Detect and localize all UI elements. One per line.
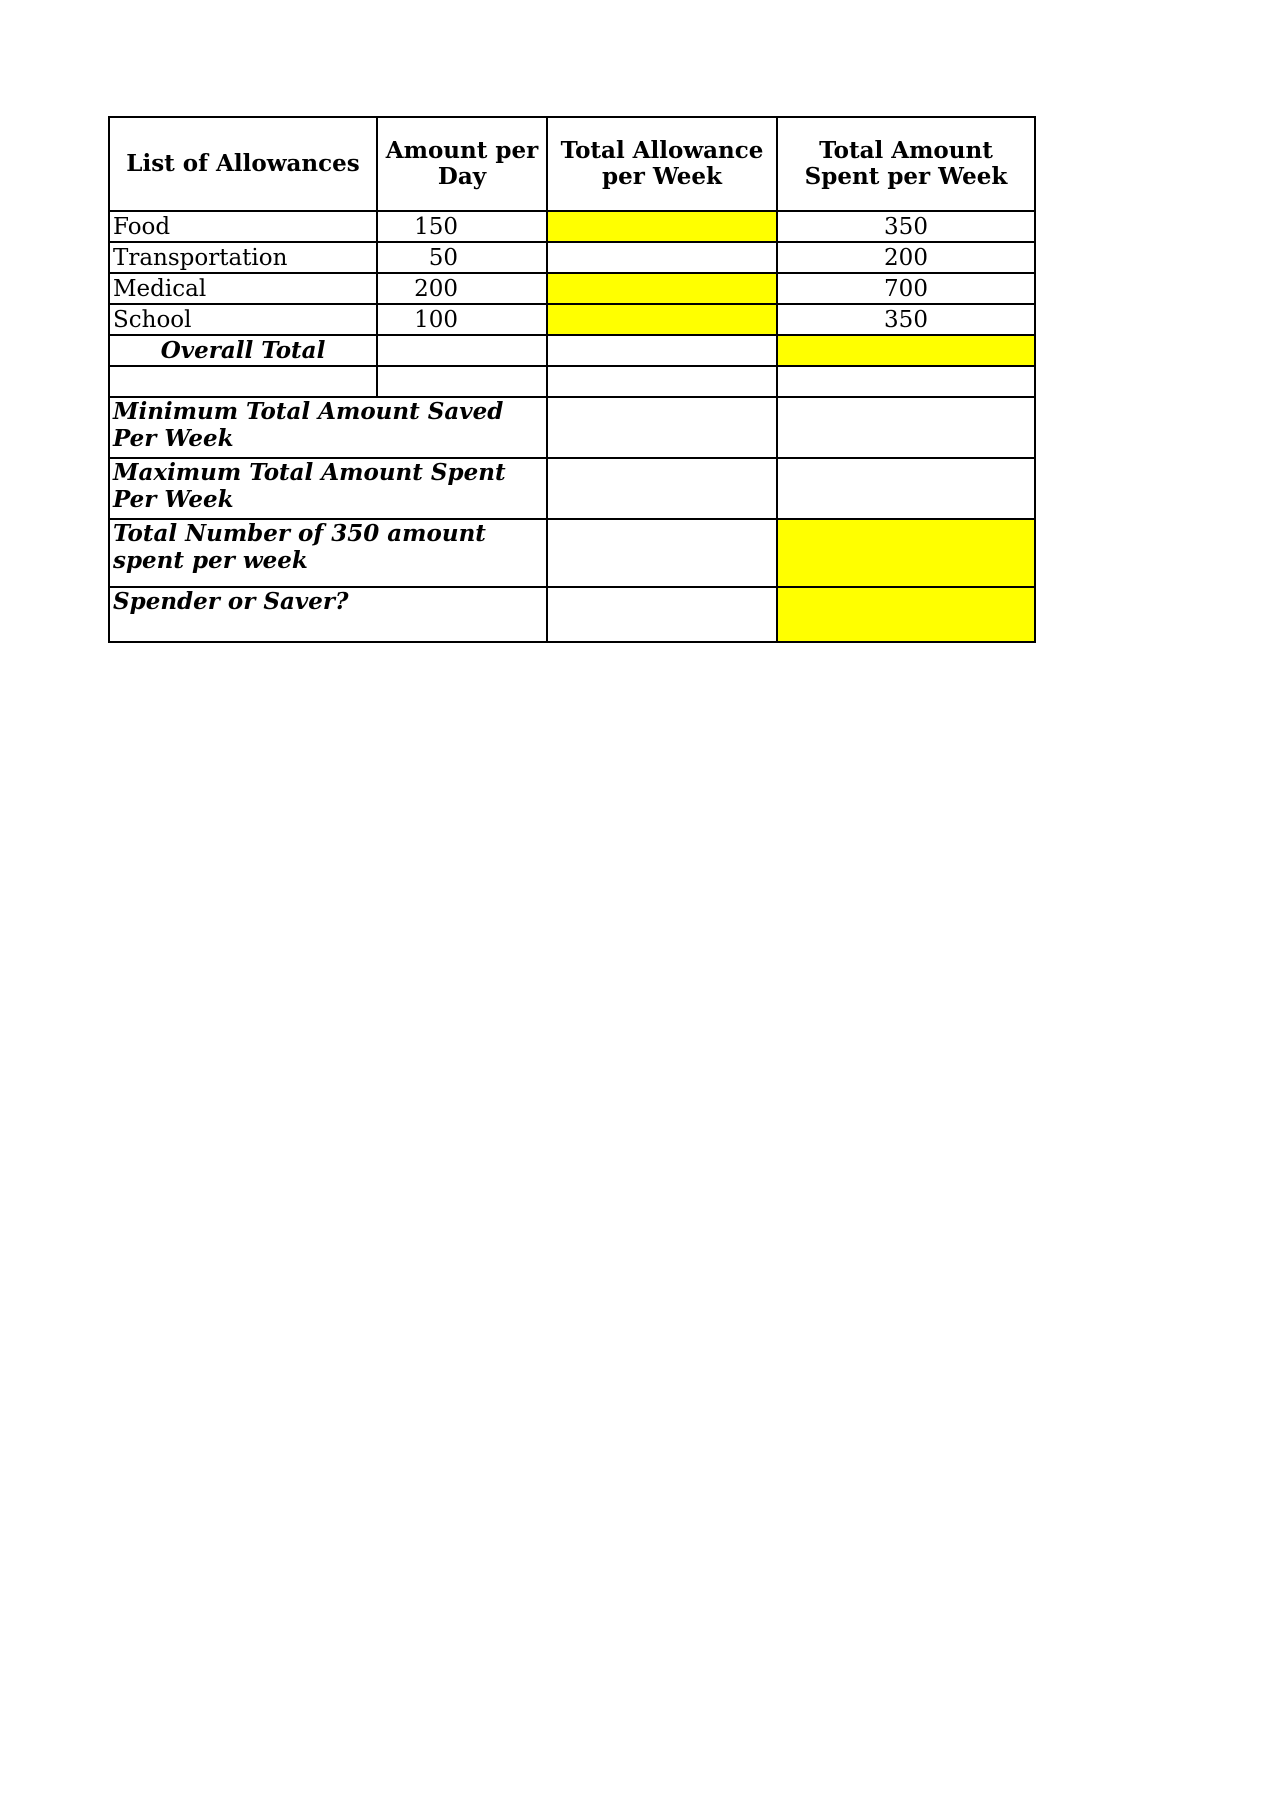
- overall-total-row: [109, 335, 1035, 366]
- total-spent-cell[interactable]: 350: [777, 211, 1035, 242]
- count-350-answer-cell[interactable]: [777, 519, 1035, 587]
- blank-cell[interactable]: [547, 366, 777, 397]
- item-cell[interactable]: Food: [109, 211, 377, 242]
- table-row: [109, 242, 1035, 273]
- header-row: [109, 117, 1035, 211]
- header-total-amount-spent-per-week[interactable]: Total Amount Spent per Week: [777, 117, 1035, 211]
- min-saved-label[interactable]: Minimum Total Amount Saved Per Week: [109, 397, 547, 458]
- total-allowance-cell[interactable]: [547, 211, 777, 242]
- header-list-of-allowances[interactable]: List of Allowances: [109, 117, 377, 211]
- max-spent-extra-cell[interactable]: [777, 458, 1035, 519]
- min-saved-row: [109, 397, 1035, 458]
- max-spent-label[interactable]: Maximum Total Amount Spent Per Week: [109, 458, 547, 519]
- count-350-value-cell[interactable]: [547, 519, 777, 587]
- item-cell[interactable]: School: [109, 304, 377, 335]
- header-total-allowance-per-week[interactable]: Total Allowance per Week: [547, 117, 777, 211]
- count-350-label[interactable]: Total Number of 350 amount spent per week: [109, 519, 547, 587]
- amount-per-day-cell[interactable]: 200: [377, 273, 547, 304]
- overall-total-label[interactable]: Overall Total: [109, 335, 377, 366]
- item-cell[interactable]: Transportation: [109, 242, 377, 273]
- spender-saver-answer-cell[interactable]: [777, 587, 1035, 642]
- table-row: [109, 304, 1035, 335]
- amount-per-day-cell[interactable]: 150: [377, 211, 547, 242]
- spender-saver-label[interactable]: Spender or Saver?: [109, 587, 547, 642]
- header-amount-per-day[interactable]: Amount per Day: [377, 117, 547, 211]
- overall-total-amount-cell[interactable]: [377, 335, 547, 366]
- total-allowance-cell[interactable]: [547, 242, 777, 273]
- total-spent-cell[interactable]: 700: [777, 273, 1035, 304]
- blank-cell[interactable]: [377, 366, 547, 397]
- max-spent-row: [109, 458, 1035, 519]
- overall-total-spent-cell[interactable]: [777, 335, 1035, 366]
- spender-saver-row: [109, 587, 1035, 642]
- total-spent-cell[interactable]: 350: [777, 304, 1035, 335]
- min-saved-value-cell[interactable]: [547, 397, 777, 458]
- blank-cell[interactable]: [777, 366, 1035, 397]
- spender-saver-value-cell[interactable]: [547, 587, 777, 642]
- blank-cell[interactable]: [109, 366, 377, 397]
- table-row: [109, 273, 1035, 304]
- amount-per-day-cell[interactable]: 100: [377, 304, 547, 335]
- allowance-table: [108, 116, 1036, 643]
- total-spent-cell[interactable]: 200: [777, 242, 1035, 273]
- item-cell[interactable]: Medical: [109, 273, 377, 304]
- count-350-row: [109, 519, 1035, 587]
- overall-total-allowance-cell[interactable]: [547, 335, 777, 366]
- blank-row: [109, 366, 1035, 397]
- total-allowance-cell[interactable]: [547, 273, 777, 304]
- max-spent-value-cell[interactable]: [547, 458, 777, 519]
- amount-per-day-cell[interactable]: 50: [377, 242, 547, 273]
- min-saved-extra-cell[interactable]: [777, 397, 1035, 458]
- total-allowance-cell[interactable]: [547, 304, 777, 335]
- table-row: [109, 211, 1035, 242]
